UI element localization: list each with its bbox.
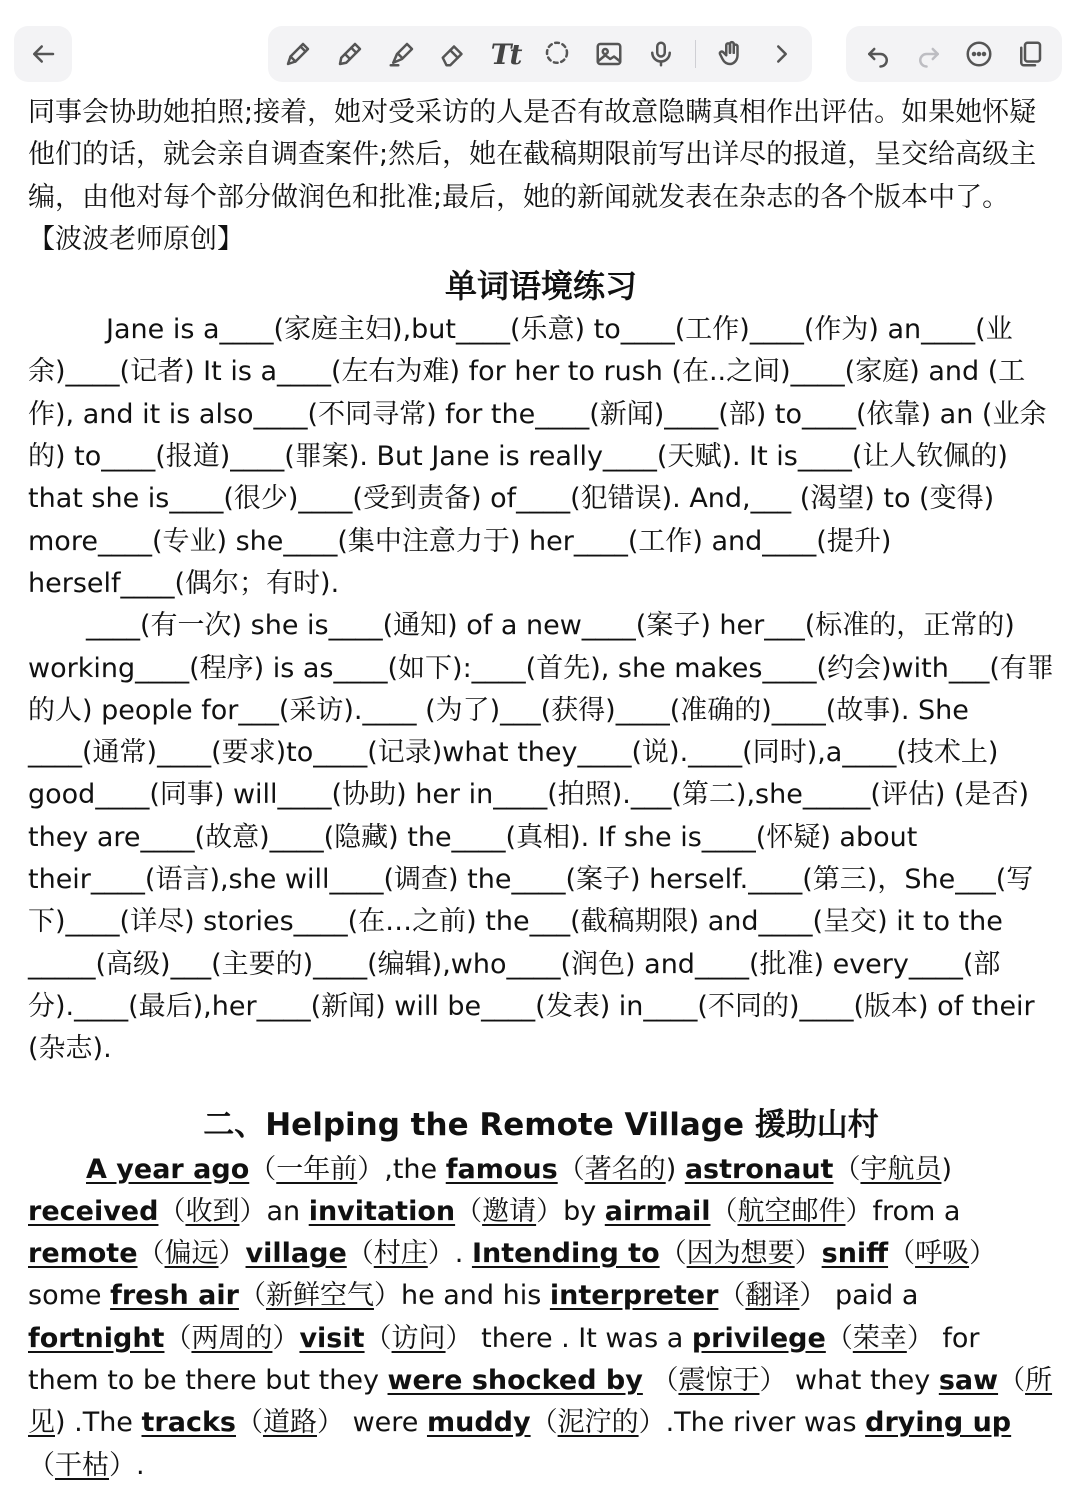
keyword: visit <box>299 1322 365 1354</box>
text-run: （ <box>718 1280 746 1312</box>
translation: 呼吸 <box>915 1238 970 1270</box>
drawing-tools <box>268 26 812 82</box>
translation: 宇航员 <box>860 1153 942 1185</box>
text-run: ） for them to be there but they <box>28 1322 980 1397</box>
translation: 两周的 <box>191 1322 273 1354</box>
toolbar-divider <box>695 40 696 68</box>
text-run: （ <box>998 1365 1026 1397</box>
translation: 著名的 <box>584 1153 666 1185</box>
pen-icon[interactable] <box>280 36 316 72</box>
translation: 因为想要 <box>686 1238 795 1270</box>
back-arrow-icon <box>25 36 61 72</box>
text-run: ） some <box>28 1238 997 1312</box>
text-run: （ <box>238 1280 266 1312</box>
text-run: （ <box>710 1195 738 1227</box>
text-run: （ <box>659 1238 687 1270</box>
text-run: ） there . It was a <box>445 1322 692 1354</box>
text-run: ） were <box>316 1407 427 1439</box>
section1-title: 单词语境练习 <box>444 267 637 306</box>
exercise-paragraph-2 <box>28 605 1054 1070</box>
text-run: ）.The river was <box>638 1407 866 1439</box>
vocab-paragraph <box>28 1149 1054 1487</box>
text-run: （ <box>249 1153 277 1185</box>
keyword: were shocked by <box>387 1365 643 1397</box>
text-run: （ <box>346 1238 374 1270</box>
text-run: （ <box>642 1365 679 1397</box>
highlighter-icon[interactable] <box>384 36 420 72</box>
text-run: ）by <box>536 1195 605 1227</box>
keyword: invitation <box>308 1195 456 1227</box>
text-run: ） <box>272 1322 300 1354</box>
keyword: remote <box>28 1238 138 1270</box>
undo-icon[interactable] <box>860 36 896 72</box>
text-tool-icon[interactable]: Tt <box>490 37 521 71</box>
translation: 翻译 <box>745 1280 800 1312</box>
text-run: （ <box>825 1322 853 1354</box>
text-run: （ <box>28 1449 55 1481</box>
translation: 航空邮件 <box>737 1195 846 1227</box>
text-run: ) .The <box>55 1407 142 1439</box>
translation: 所见 <box>28 1365 1053 1439</box>
exercise-paragraph-1 <box>28 309 1054 605</box>
keyword: received <box>28 1195 159 1227</box>
hand-pointer-icon[interactable] <box>712 36 748 72</box>
translation: 村庄 <box>373 1238 428 1270</box>
translation: 访问 <box>391 1322 446 1354</box>
text-run: ) <box>941 1153 952 1185</box>
text-run: （ <box>235 1407 263 1439</box>
text-run: ） paid a <box>799 1280 919 1312</box>
copy-pages-icon[interactable] <box>1012 36 1048 72</box>
text-run: （ <box>833 1153 861 1185</box>
translation: 偏远 <box>164 1238 219 1270</box>
translation: 收到 <box>185 1195 240 1227</box>
text-run: （ <box>530 1407 558 1439</box>
document-actions <box>846 26 1062 82</box>
text-run: （ <box>164 1322 192 1354</box>
keyword: interpreter <box>549 1280 719 1312</box>
microphone-icon[interactable] <box>643 36 679 72</box>
keyword: fortnight <box>28 1322 165 1354</box>
text-run: （ <box>158 1195 186 1227</box>
top-toolbar <box>0 0 1080 92</box>
translation: 道路 <box>262 1407 317 1439</box>
text-run: ）he and his <box>373 1280 550 1312</box>
exercise-paragraph-1-text: Jane is a____(家庭主妇),but____(乐意) to____(工作)____(作为) an____(业余)____(记者) It is a____(左右为难) for her to rush (在..之间)____(家庭) and (工作), and it is also____(不同寻常) for the____(新闻)____(部) to____(依靠) an (业余的) to____(报道)____(罪案). But Jane is really____(天赋). It is____(让人钦佩的) that she is____(很少)____(受到责备) of____(犯错误). And,___ (渴望) to (变得) more____(专业) she____(集中注意力于) her____(工作) and____(提升) herself____(偶尔；有时). <box>28 314 1047 599</box>
text-run: ） <box>218 1238 246 1270</box>
text-run: （ <box>137 1238 165 1270</box>
text-run: ）an <box>239 1195 309 1227</box>
keyword: privilege <box>691 1322 826 1354</box>
keyword: famous <box>445 1153 558 1185</box>
keyword: saw <box>938 1365 999 1397</box>
text-run: （ <box>364 1322 392 1354</box>
redo-icon[interactable] <box>911 36 947 72</box>
text-run: （ <box>888 1238 916 1270</box>
keyword: fresh air <box>110 1280 239 1312</box>
text-run: ) <box>665 1153 685 1185</box>
keyword: astronaut <box>684 1153 834 1185</box>
text-run: ）from a <box>845 1195 961 1227</box>
translation: 一年前 <box>276 1153 358 1185</box>
spacer <box>28 1071 1054 1091</box>
text-run: ） <box>794 1238 822 1270</box>
keyword: village <box>245 1238 347 1270</box>
intro-paragraph: 同事会协助她拍照;接着，她对受采访的人是否有故意隐瞒真相作出评估。如果她怀疑他们的话，就会亲自调查案件;然后，她在截稿期限前写出详尽的报道，呈交给高级主编，由他对每个部分做润色和批准;最后，她的新闻就发表在杂志的各个版本中了。 【波波老师原创】 <box>28 97 1037 255</box>
keyword: sniff <box>821 1238 889 1270</box>
translation: 邀请 <box>482 1195 537 1227</box>
keyword: muddy <box>426 1407 531 1439</box>
translation: 新鲜空气 <box>265 1280 374 1312</box>
keyword: drying up <box>865 1407 1012 1439</box>
chevron-right-icon[interactable] <box>764 36 800 72</box>
text-run: （ <box>557 1153 585 1185</box>
keyword: tracks <box>141 1407 236 1439</box>
back-button[interactable] <box>14 26 72 82</box>
pencil-icon[interactable] <box>332 36 368 72</box>
translation: 荣幸 <box>852 1322 907 1354</box>
eraser-icon[interactable] <box>436 36 472 72</box>
translation: 干枯 <box>55 1449 109 1481</box>
text-run: （ <box>455 1195 483 1227</box>
image-icon[interactable] <box>591 36 627 72</box>
keyword: airmail <box>604 1195 711 1227</box>
translation: 泥泞的 <box>557 1407 639 1439</box>
text-run: ）. <box>427 1238 472 1270</box>
keyword: Intending to <box>471 1238 660 1270</box>
text-run: ） what they <box>759 1365 939 1397</box>
document-page <box>28 92 1054 1487</box>
section2-title: 二、Helping the Remote Village 援助山村 <box>203 1106 879 1143</box>
text-run: ）. <box>109 1449 145 1481</box>
lasso-icon[interactable] <box>539 36 575 72</box>
text-run: ）,the <box>357 1153 446 1185</box>
more-icon[interactable] <box>961 36 997 72</box>
keyword: A year ago <box>86 1153 250 1185</box>
translation: 震惊于 <box>678 1365 760 1397</box>
exercise-paragraph-2-text: ____(有一次) she is____(通知) of a new____(案子) her___(标准的，正常的) working____(程序) is as____(如下):____(首先), she makes____(约会)with___(有罪的人) people for___(采访).____ (为了)___(获得)____(准确的)____(故事). She ____(通常)____(要求)to____(记录)what they____(说).____(同时),a____(技术上) good____(同事) will____(协助) her in____(拍照).___(第二),she_____(评估) (是否) they are____(故意)____(隐藏) the____(真相). If she is____(怀疑) about their____(语言),she will____(调查) the____(案子) herself.____(第三)，She___(写下)____(详尽) stories____(在…之前) the___(截稿期限) and____(呈交) it to the _____(高级)___(主要的)____(编辑),who____(润色) and____(批准) every____(部分).____(最后),her____(新闻) will be____(发表) in____(不同的)____(版本) of their (杂志). <box>28 610 1054 1065</box>
